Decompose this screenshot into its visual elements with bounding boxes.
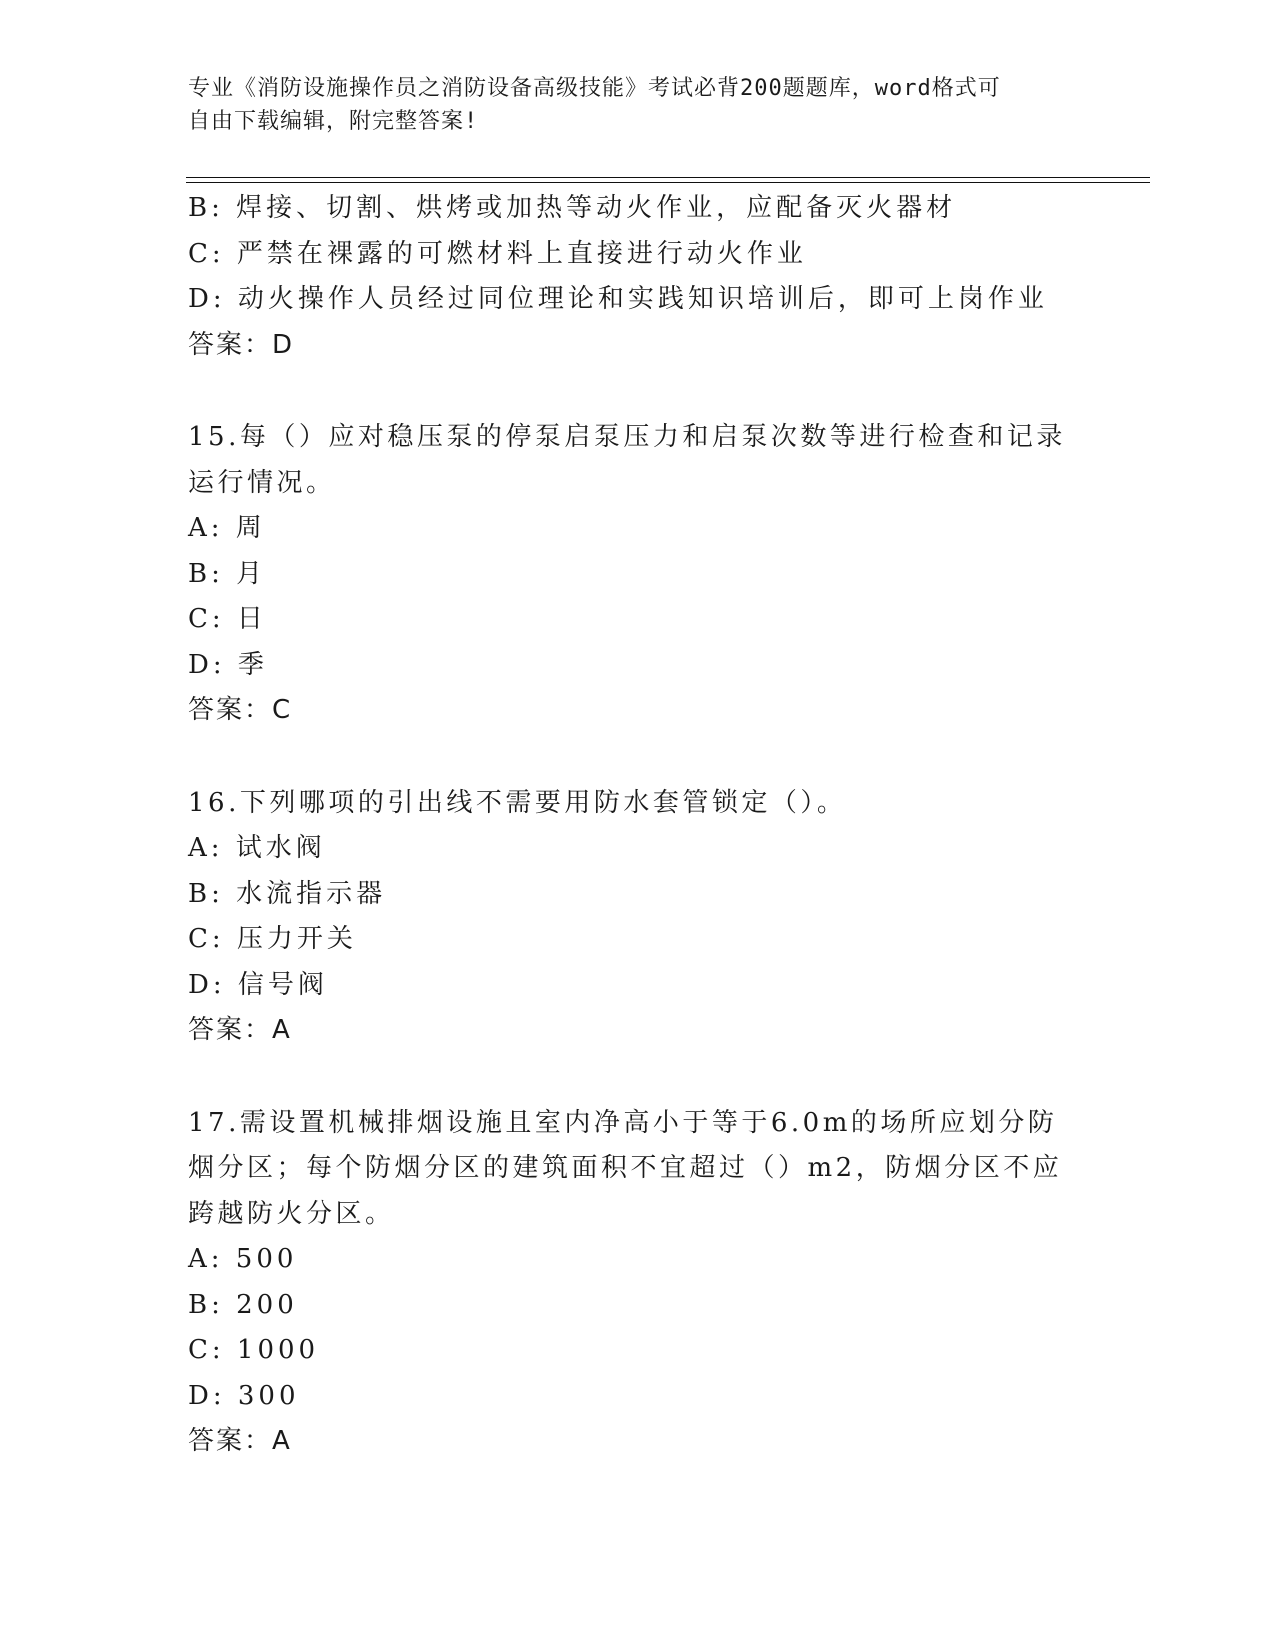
- option-d: D: 季: [188, 649, 268, 680]
- header-rule-top: [186, 177, 1150, 178]
- spacer: [188, 1054, 1088, 1101]
- question-stem: 17.需设置机械排烟设施且室内净高小于等于6.0m的场所应划分防烟分区；每个防烟分区的建筑面积不宜超过（）m2，防烟分区不应跨越防火分区。: [188, 1107, 1063, 1229]
- spacer: [188, 734, 1088, 781]
- option-d: D: 信号阀: [188, 969, 328, 1000]
- option-b: B: 焊接、切割、烘烤或加热等动火作业，应配备灭火器材: [188, 193, 957, 223]
- spacer: [188, 368, 1088, 415]
- option-c: C: 压力开关: [188, 924, 357, 954]
- question-block-16: [188, 781, 1088, 1054]
- option-c: C: 1000: [188, 1335, 320, 1365]
- question-block-17: [188, 1101, 1088, 1465]
- option-b: B: 月: [188, 558, 267, 589]
- option-a: A: 周: [188, 513, 266, 543]
- option-c: C: 严禁在裸露的可燃材料上直接进行动火作业: [188, 238, 807, 269]
- option-b: B: 200: [188, 1289, 298, 1320]
- option-b: B: 水流指示器: [188, 878, 387, 909]
- option-d: D: 300: [188, 1380, 300, 1411]
- answer-line: 答案：A: [188, 1426, 292, 1456]
- header-line-2: 自由下载编辑，附完整答案!: [188, 109, 479, 134]
- question-content: [188, 186, 1088, 1465]
- question-block-14-continued: [188, 186, 1088, 368]
- option-c: C: 日: [188, 604, 267, 634]
- question-block-15: [188, 415, 1088, 734]
- answer-line: 答案：A: [188, 1015, 292, 1045]
- question-stem: 15.每（）应对稳压泵的停泵启泵压力和启泵次数等进行检查和记录运行情况。: [188, 422, 1066, 498]
- option-a: A: 试水阀: [188, 833, 326, 863]
- option-d: D: 动火操作人员经过同位理论和实践知识培训后，即可上岗作业: [188, 284, 1048, 314]
- header-line-1: 专业《消防设施操作员之消防设备高级技能》考试必背200题题库，word格式可: [188, 76, 1001, 101]
- answer-line: 答案：C: [188, 695, 293, 725]
- header-rule-bottom: [186, 182, 1150, 183]
- option-a: A: 500: [188, 1244, 298, 1274]
- answer-line: 答案：D: [188, 329, 295, 360]
- question-stem: 16.下列哪项的引出线不需要用防水套管锁定（）。: [188, 787, 847, 818]
- document-header: [188, 72, 1068, 138]
